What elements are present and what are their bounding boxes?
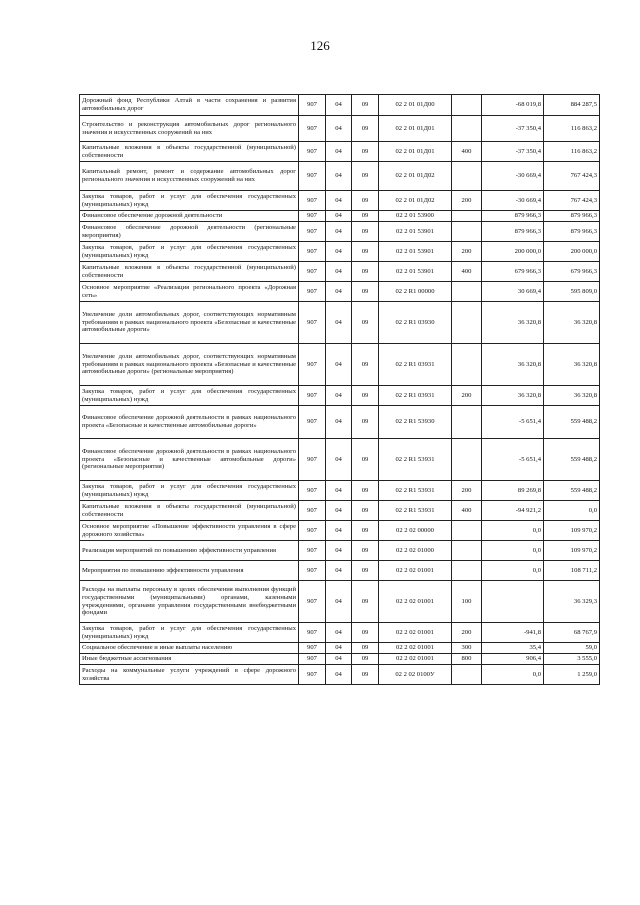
table-cell-section: 04 — [326, 344, 352, 386]
table-cell-change-amount: -30 669,4 — [482, 162, 544, 191]
table-row — [80, 654, 600, 665]
table-cell-expense-type: 400 — [452, 501, 482, 521]
table-cell-total-amount: 36 320,8 — [544, 386, 600, 406]
table-cell-change-amount: 879 966,3 — [482, 211, 544, 222]
table-cell-section: 04 — [326, 222, 352, 242]
table-cell-target-code: 02 2 02 0100У — [379, 665, 452, 685]
table-cell-section: 04 — [326, 406, 352, 439]
table-cell-subsection: 09 — [352, 581, 379, 623]
table-cell-expense-type — [452, 211, 482, 222]
table-row — [80, 501, 600, 521]
table-cell-target-code: 02 2 01 01Д01 — [379, 116, 452, 142]
table-cell-grbs: 907 — [299, 302, 326, 344]
table-row — [80, 242, 600, 262]
table-cell-target-code: 02 2 02 01001 — [379, 581, 452, 623]
table-row — [80, 643, 600, 654]
table-cell-subsection: 09 — [352, 623, 379, 643]
table-cell-total-amount: 559 488,2 — [544, 481, 600, 501]
table-cell-total-amount: 767 424,3 — [544, 162, 600, 191]
table-cell-change-amount: 36 320,8 — [482, 386, 544, 406]
table-cell-target-code: 02 2 02 01001 — [379, 643, 452, 654]
table-row — [80, 142, 600, 162]
table-cell-grbs: 907 — [299, 142, 326, 162]
table-cell-target-code: 02 2 01 53901 — [379, 262, 452, 282]
table-cell-change-amount: 0,0 — [482, 521, 544, 541]
table-cell-grbs: 907 — [299, 541, 326, 561]
table-cell-total-amount: 36 320,8 — [544, 302, 600, 344]
table-cell-change-amount: 200 000,0 — [482, 242, 544, 262]
table-cell-target-code: 02 2 R1 03930 — [379, 302, 452, 344]
table-cell-expense-type: 200 — [452, 242, 482, 262]
table-cell-name: Расходы на выплаты персоналу в целях обеспечения выполнения функций государственными (муниципальными) органами, казенными учреждениями, органами управления государственными внебюджетными фондами — [80, 581, 299, 623]
table-cell-name: Мероприятия по повышению эффективности управления — [80, 561, 299, 581]
table-row — [80, 222, 600, 242]
table-cell-name: Капитальные вложения в объекты государственной (муниципальной) собственности — [80, 142, 299, 162]
table-cell-grbs: 907 — [299, 581, 326, 623]
table-cell-grbs: 907 — [299, 643, 326, 654]
table-row — [80, 386, 600, 406]
table-cell-expense-type — [452, 282, 482, 302]
table-cell-grbs: 907 — [299, 654, 326, 665]
table-cell-change-amount: -5 651,4 — [482, 406, 544, 439]
table-cell-total-amount: 879 966,3 — [544, 222, 600, 242]
table-cell-name: Расходы на коммунальные услуги учреждений в сфере дорожного хозяйства — [80, 665, 299, 685]
table-cell-grbs: 907 — [299, 344, 326, 386]
table-cell-change-amount: 879 966,3 — [482, 222, 544, 242]
table-row — [80, 623, 600, 643]
table-cell-name: Капитальный ремонт, ремонт и содержание автомобильных дорог регионального значения и искусственных сооружений на них — [80, 162, 299, 191]
table-cell-expense-type — [452, 521, 482, 541]
table-cell-total-amount: 3 555,0 — [544, 654, 600, 665]
table-cell-grbs: 907 — [299, 561, 326, 581]
table-cell-change-amount: 36 320,8 — [482, 302, 544, 344]
table-cell-change-amount: 906,4 — [482, 654, 544, 665]
table-cell-target-code: 02 2 02 01000 — [379, 541, 452, 561]
table-row — [80, 581, 600, 623]
table-cell-name: Закупка товаров, работ и услуг для обеспечения государственных (муниципальных) нужд — [80, 191, 299, 211]
table-cell-change-amount: -30 669,4 — [482, 191, 544, 211]
table-cell-section: 04 — [326, 439, 352, 481]
table-row — [80, 521, 600, 541]
table-cell-expense-type — [452, 222, 482, 242]
table-cell-grbs: 907 — [299, 191, 326, 211]
table-cell-target-code: 02 2 02 01001 — [379, 561, 452, 581]
table-row — [80, 116, 600, 142]
table-cell-total-amount: 200 000,0 — [544, 242, 600, 262]
table-cell-grbs: 907 — [299, 116, 326, 142]
table-cell-total-amount: 879 966,3 — [544, 211, 600, 222]
table-cell-section: 04 — [326, 581, 352, 623]
table-cell-section: 04 — [326, 142, 352, 162]
table-cell-target-code: 02 2 R1 53931 — [379, 439, 452, 481]
table-cell-name: Капитальные вложения в объекты государственной (муниципальной) собственности — [80, 262, 299, 282]
table-cell-grbs: 907 — [299, 282, 326, 302]
table-cell-subsection: 09 — [352, 406, 379, 439]
table-cell-total-amount: 36 329,3 — [544, 581, 600, 623]
table-cell-subsection: 09 — [352, 541, 379, 561]
table-cell-target-code: 02 2 01 01Д01 — [379, 142, 452, 162]
table-cell-name: Закупка товаров, работ и услуг для обеспечения государственных (муниципальных) нужд — [80, 623, 299, 643]
table-cell-section: 04 — [326, 116, 352, 142]
table-cell-section: 04 — [326, 501, 352, 521]
table-cell-expense-type — [452, 665, 482, 685]
table-cell-change-amount: -94 921,2 — [482, 501, 544, 521]
table-cell-expense-type: 200 — [452, 386, 482, 406]
table-cell-grbs: 907 — [299, 242, 326, 262]
table-cell-target-code: 02 2 R1 03931 — [379, 386, 452, 406]
table-cell-subsection: 09 — [352, 116, 379, 142]
table-cell-subsection: 09 — [352, 481, 379, 501]
table-cell-total-amount: 109 970,2 — [544, 521, 600, 541]
table-cell-change-amount: -68 019,8 — [482, 95, 544, 116]
table-cell-grbs: 907 — [299, 481, 326, 501]
table-cell-section: 04 — [326, 211, 352, 222]
table-cell-name: Закупка товаров, работ и услуг для обеспечения государственных (муниципальных) нужд — [80, 481, 299, 501]
table-cell-change-amount: -37 350,4 — [482, 142, 544, 162]
table-cell-section: 04 — [326, 262, 352, 282]
table-cell-change-amount: 30 669,4 — [482, 282, 544, 302]
table-row — [80, 191, 600, 211]
table-row — [80, 344, 600, 386]
table-cell-total-amount: 884 287,5 — [544, 95, 600, 116]
table-cell-target-code: 02 2 01 53900 — [379, 211, 452, 222]
table-cell-change-amount: 36 320,8 — [482, 344, 544, 386]
table-cell-expense-type — [452, 406, 482, 439]
table-cell-section: 04 — [326, 302, 352, 344]
table-cell-grbs: 907 — [299, 262, 326, 282]
table-cell-target-code: 02 2 01 01Д02 — [379, 191, 452, 211]
table-cell-total-amount: 116 863,2 — [544, 116, 600, 142]
table-cell-target-code: 02 2 02 00000 — [379, 521, 452, 541]
table-cell-subsection: 09 — [352, 344, 379, 386]
table-row — [80, 541, 600, 561]
table-cell-grbs: 907 — [299, 521, 326, 541]
table-cell-target-code: 02 2 01 53901 — [379, 242, 452, 262]
table-cell-subsection: 09 — [352, 521, 379, 541]
table-cell-grbs: 907 — [299, 386, 326, 406]
table-cell-change-amount: 0,0 — [482, 561, 544, 581]
table-cell-subsection: 09 — [352, 211, 379, 222]
table-cell-change-amount: 89 269,8 — [482, 481, 544, 501]
table-cell-grbs: 907 — [299, 211, 326, 222]
table-cell-total-amount: 36 320,8 — [544, 344, 600, 386]
table-cell-name: Закупка товаров, работ и услуг для обеспечения государственных (муниципальных) нужд — [80, 242, 299, 262]
table-cell-expense-type — [452, 561, 482, 581]
table-cell-name: Финансовое обеспечение дорожной деятельности (региональные мероприятия) — [80, 222, 299, 242]
table-cell-subsection: 09 — [352, 665, 379, 685]
table-cell-total-amount: 68 767,9 — [544, 623, 600, 643]
table-cell-name: Иные бюджетные ассигнования — [80, 654, 299, 665]
table-cell-subsection: 09 — [352, 242, 379, 262]
table-cell-total-amount: 559 488,2 — [544, 406, 600, 439]
table-cell-expense-type — [452, 116, 482, 142]
table-cell-subsection: 09 — [352, 386, 379, 406]
table-cell-name: Финансовое обеспечение дорожной деятельности в рамках национального проекта «Безопасные и качественные автомобильные дороги» (региональные мероприятия) — [80, 439, 299, 481]
table-cell-name: Основное мероприятие «Реализация регионального проекта «Дорожная сеть» — [80, 282, 299, 302]
table-cell-expense-type — [452, 162, 482, 191]
table-cell-name: Финансовое обеспечение дорожной деятельности — [80, 211, 299, 222]
table-cell-grbs: 907 — [299, 222, 326, 242]
table-cell-section: 04 — [326, 191, 352, 211]
table-cell-change-amount: -5 651,4 — [482, 439, 544, 481]
table-row — [80, 561, 600, 581]
table-cell-section: 04 — [326, 242, 352, 262]
table-cell-target-code: 02 2 R1 00000 — [379, 282, 452, 302]
table-cell-change-amount — [482, 581, 544, 623]
table-cell-section: 04 — [326, 561, 352, 581]
table-cell-section: 04 — [326, 654, 352, 665]
table-cell-total-amount: 767 424,3 — [544, 191, 600, 211]
table-cell-target-code: 02 2 01 01Д00 — [379, 95, 452, 116]
table-cell-grbs: 907 — [299, 665, 326, 685]
table-cell-subsection: 09 — [352, 439, 379, 481]
table-row — [80, 406, 600, 439]
table-cell-total-amount: 116 863,2 — [544, 142, 600, 162]
table-cell-subsection: 09 — [352, 222, 379, 242]
table-cell-change-amount: -37 350,4 — [482, 116, 544, 142]
table-cell-grbs: 907 — [299, 406, 326, 439]
table-cell-expense-type: 200 — [452, 481, 482, 501]
table-row — [80, 302, 600, 344]
table-cell-name: Реализация мероприятий по повышению эффективности управления — [80, 541, 299, 561]
table-cell-expense-type — [452, 344, 482, 386]
table-cell-expense-type — [452, 541, 482, 561]
table-cell-subsection: 09 — [352, 282, 379, 302]
table-cell-target-code: 02 2 01 01Д02 — [379, 162, 452, 191]
table-cell-grbs: 907 — [299, 95, 326, 116]
table-cell-section: 04 — [326, 481, 352, 501]
table-cell-total-amount: 679 966,3 — [544, 262, 600, 282]
table-cell-target-code: 02 2 01 53901 — [379, 222, 452, 242]
table-cell-subsection: 09 — [352, 95, 379, 116]
table-cell-name: Закупка товаров, работ и услуг для обеспечения государственных (муниципальных) нужд — [80, 386, 299, 406]
table-cell-expense-type — [452, 95, 482, 116]
table-cell-subsection: 09 — [352, 162, 379, 191]
table-cell-total-amount: 108 711,2 — [544, 561, 600, 581]
table-cell-expense-type: 100 — [452, 581, 482, 623]
table-cell-expense-type: 200 — [452, 191, 482, 211]
table-cell-name: Увеличение доли автомобильных дорог, соответствующих нормативным требованиям в рамках национального проекта «Безопасные и качественные автомобильные дороги» — [80, 302, 299, 344]
table-cell-name: Основное мероприятие «Повышение эффективности управления в сфере дорожного хозяйства» — [80, 521, 299, 541]
table-cell-grbs: 907 — [299, 162, 326, 191]
table-cell-grbs: 907 — [299, 501, 326, 521]
table-cell-expense-type: 400 — [452, 142, 482, 162]
table-cell-section: 04 — [326, 386, 352, 406]
table-row — [80, 439, 600, 481]
table-row — [80, 665, 600, 685]
table-cell-target-code: 02 2 R1 03931 — [379, 344, 452, 386]
table-cell-change-amount: 0,0 — [482, 541, 544, 561]
table-cell-change-amount: 679 966,3 — [482, 262, 544, 282]
table-cell-change-amount: 0,0 — [482, 665, 544, 685]
table-row — [80, 95, 600, 116]
table-cell-section: 04 — [326, 643, 352, 654]
table-cell-subsection: 09 — [352, 654, 379, 665]
table-cell-target-code: 02 2 R1 53930 — [379, 406, 452, 439]
page-number: 126 — [310, 38, 330, 53]
table-cell-change-amount: -941,8 — [482, 623, 544, 643]
table-cell-change-amount: 35,4 — [482, 643, 544, 654]
table-row — [80, 211, 600, 222]
table-row — [80, 282, 600, 302]
table-cell-section: 04 — [326, 282, 352, 302]
table-cell-subsection: 09 — [352, 142, 379, 162]
table-row — [80, 162, 600, 191]
table-cell-section: 04 — [326, 665, 352, 685]
table-cell-grbs: 907 — [299, 439, 326, 481]
table-cell-total-amount: 59,0 — [544, 643, 600, 654]
table-cell-subsection: 09 — [352, 302, 379, 344]
table-row — [80, 262, 600, 282]
table-cell-total-amount: 109 970,2 — [544, 541, 600, 561]
table-cell-total-amount: 595 809,0 — [544, 282, 600, 302]
table-cell-target-code: 02 2 R1 53931 — [379, 481, 452, 501]
table-cell-total-amount: 559 488,2 — [544, 439, 600, 481]
table-cell-total-amount: 0,0 — [544, 501, 600, 521]
table-cell-name: Финансовое обеспечение дорожной деятельности в рамках национального проекта «Безопасные и качественные автомобильные дороги» — [80, 406, 299, 439]
table-cell-expense-type — [452, 439, 482, 481]
table-cell-expense-type — [452, 302, 482, 344]
table-cell-section: 04 — [326, 541, 352, 561]
table-cell-subsection: 09 — [352, 191, 379, 211]
table-cell-target-code: 02 2 02 01001 — [379, 654, 452, 665]
table-cell-expense-type: 400 — [452, 262, 482, 282]
table-cell-subsection: 09 — [352, 643, 379, 654]
table-cell-grbs: 907 — [299, 623, 326, 643]
table-cell-expense-type: 200 — [452, 623, 482, 643]
table-cell-subsection: 09 — [352, 561, 379, 581]
table-cell-subsection: 09 — [352, 501, 379, 521]
table-cell-section: 04 — [326, 95, 352, 116]
table-row — [80, 481, 600, 501]
table-cell-name: Социальное обеспечение и иные выплаты населению — [80, 643, 299, 654]
table-cell-target-code: 02 2 02 01001 — [379, 623, 452, 643]
table-cell-expense-type: 300 — [452, 643, 482, 654]
table-cell-target-code: 02 2 R1 53931 — [379, 501, 452, 521]
table-cell-name: Дорожный фонд Республики Алтай в части сохранения и развития автомобильных дорог — [80, 95, 299, 116]
table-cell-section: 04 — [326, 521, 352, 541]
table-cell-name: Капитальные вложения в объекты государственной (муниципальной) собственности — [80, 501, 299, 521]
table-cell-name: Строительство и реконструкция автомобильных дорог регионального значения и искусственных сооружений на них — [80, 116, 299, 142]
table-cell-section: 04 — [326, 162, 352, 191]
budget-table — [79, 94, 600, 685]
table-cell-name: Увеличение доли автомобильных дорог, соответствующих нормативным требованиям в рамках национального проекта «Безопасные и качественные автомобильные дороги» (региональные мероприятия) — [80, 344, 299, 386]
table-cell-total-amount: 1 259,0 — [544, 665, 600, 685]
table-cell-subsection: 09 — [352, 262, 379, 282]
table-cell-section: 04 — [326, 623, 352, 643]
table-cell-expense-type: 800 — [452, 654, 482, 665]
